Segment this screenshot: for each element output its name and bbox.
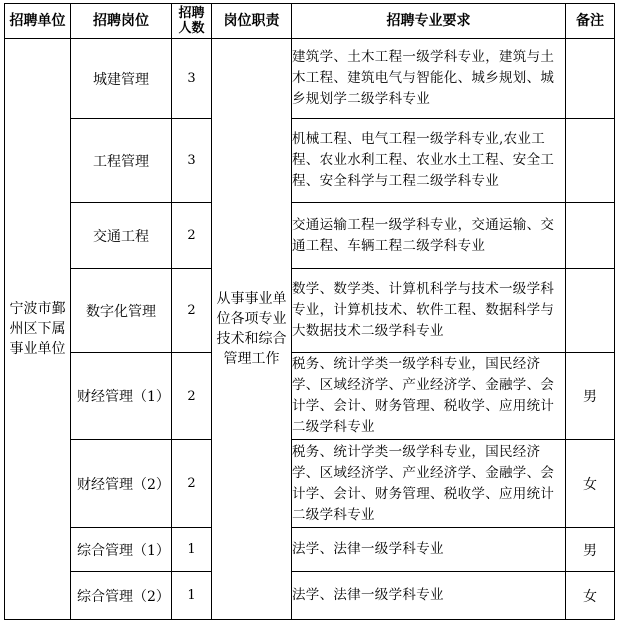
post-cell: 城建管理 bbox=[71, 39, 172, 119]
table-row bbox=[5, 440, 615, 528]
requirement-cell: 法学、法律一级学科专业 bbox=[292, 572, 566, 620]
header-unit: 招聘单位 bbox=[5, 4, 71, 39]
table-row bbox=[5, 353, 615, 440]
requirement-cell: 建筑学、土木工程一级学科专业，建筑与土木工程、建筑电气与智能化、城乡规划、城乡规划学二级学科专业 bbox=[292, 39, 566, 119]
duty-cell: 从事事业单位各项专业技术和综合管理工作 bbox=[212, 39, 292, 620]
requirement-cell: 法学、法律一级学科专业 bbox=[292, 528, 566, 572]
count-cell: 1 bbox=[172, 528, 212, 572]
requirement-cell: 机械工程、电气工程一级学科专业,农业工程、农业水利工程、农业水土工程、安全工程、安全科学与工程二级学科专业 bbox=[292, 119, 566, 203]
post-cell: 交通工程 bbox=[71, 203, 172, 269]
table-row bbox=[5, 572, 615, 620]
note-cell: 男 bbox=[566, 353, 615, 440]
note-cell bbox=[566, 269, 615, 353]
post-cell: 综合管理（1） bbox=[71, 528, 172, 572]
table-row bbox=[5, 269, 615, 353]
header-requirement: 招聘专业要求 bbox=[292, 4, 566, 39]
count-cell: 1 bbox=[172, 572, 212, 620]
post-cell: 工程管理 bbox=[71, 119, 172, 203]
note-cell bbox=[566, 119, 615, 203]
unit-cell: 宁波市鄞州区下属事业单位 bbox=[5, 39, 71, 620]
count-cell: 3 bbox=[172, 39, 212, 119]
recruitment-table bbox=[4, 3, 615, 620]
count-cell: 2 bbox=[172, 203, 212, 269]
post-cell: 财经管理（2） bbox=[71, 440, 172, 528]
table-row bbox=[5, 528, 615, 572]
note-cell: 女 bbox=[566, 440, 615, 528]
requirement-cell: 交通运输工程一级学科专业，交通运输、交通工程、车辆工程二级学科专业 bbox=[292, 203, 566, 269]
note-cell bbox=[566, 203, 615, 269]
table-row bbox=[5, 119, 615, 203]
post-cell: 综合管理（2） bbox=[71, 572, 172, 620]
table-row bbox=[5, 203, 615, 269]
count-cell: 2 bbox=[172, 353, 212, 440]
note-cell: 男 bbox=[566, 528, 615, 572]
table-row bbox=[5, 39, 615, 119]
post-cell: 财经管理（1） bbox=[71, 353, 172, 440]
count-cell: 2 bbox=[172, 440, 212, 528]
header-row bbox=[5, 4, 615, 39]
count-cell: 3 bbox=[172, 119, 212, 203]
header-count bbox=[172, 4, 212, 39]
header-count-text: 招聘 人数 bbox=[178, 6, 205, 36]
header-note: 备注 bbox=[566, 4, 615, 39]
header-duty: 岗位职责 bbox=[212, 4, 292, 39]
note-cell bbox=[566, 39, 615, 119]
requirement-cell: 税务、统计学类一级学科专业，国民经济学、区域经济学、产业经济学、金融学、会计学、会计、财务管理、税收学、应用统计二级学科专业 bbox=[292, 353, 566, 440]
count-cell: 2 bbox=[172, 269, 212, 353]
header-post: 招聘岗位 bbox=[71, 4, 172, 39]
post-cell: 数字化管理 bbox=[71, 269, 172, 353]
requirement-cell: 数学、数学类、计算机科学与技术一级学科专业，计算机技术、软件工程、数据科学与大数据技术二级学科专业 bbox=[292, 269, 566, 353]
note-cell: 女 bbox=[566, 572, 615, 620]
requirement-cell: 税务、统计学类一级学科专业，国民经济学、区域经济学、产业经济学、金融学、会计学、会计、财务管理、税收学、应用统计二级学科专业 bbox=[292, 440, 566, 528]
